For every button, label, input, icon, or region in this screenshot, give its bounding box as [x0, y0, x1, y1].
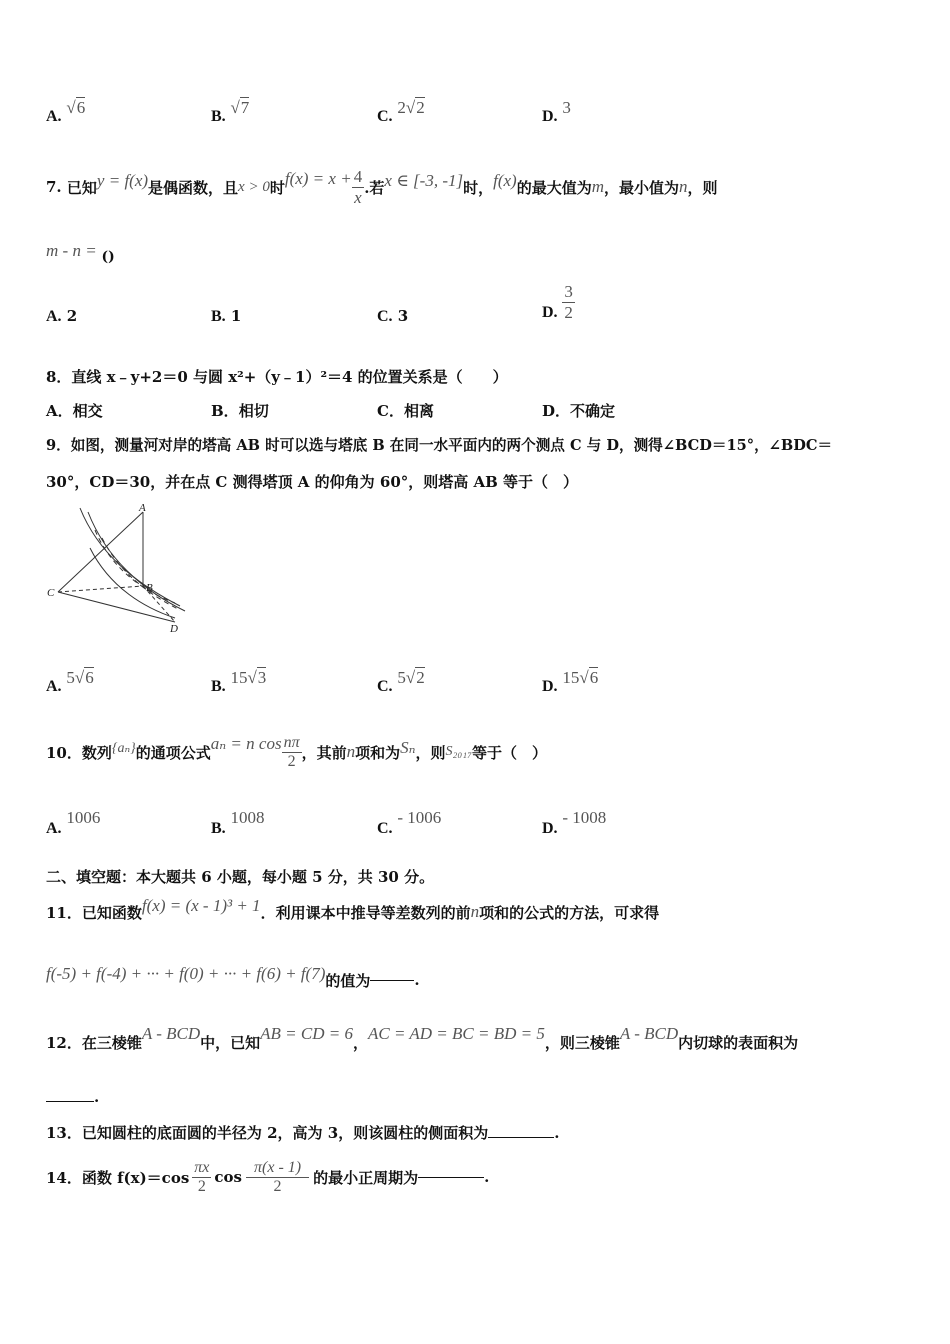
- q8-option-c: [377, 400, 434, 421]
- q7-option-b: [211, 307, 241, 326]
- text: 的通项公式: [135, 743, 211, 762]
- q9-option-b: [211, 668, 267, 696]
- label-c: C: [47, 587, 55, 599]
- math-expr: n: [470, 902, 480, 921]
- text: ，则: [415, 743, 446, 762]
- fraction: $\frac{\pi x}{2}$: [194, 1158, 210, 1195]
- text: 已知: [66, 178, 97, 197]
- math-expr: f(-5) + f(-4) + ··· + f(0) + ··· + f(6) + f(7): [46, 964, 326, 983]
- text: .: [414, 971, 420, 989]
- line-cb: [58, 586, 143, 592]
- answer-paren: (): [101, 249, 115, 265]
- option-letter: B.: [211, 678, 226, 695]
- q6-option-a: [46, 98, 86, 126]
- answer-blank[interactable]: [370, 980, 414, 981]
- option-value: 5√2: [397, 668, 425, 687]
- text: ．利用课本中推导等差数列的前: [260, 903, 471, 922]
- q7-option-d: [542, 282, 575, 323]
- math-expr: Sₙ: [400, 738, 416, 757]
- question-7-tail: [46, 241, 115, 265]
- option-value: 15√6: [562, 668, 599, 687]
- option-letter: A.: [46, 820, 62, 837]
- q10-option-d: [542, 808, 607, 838]
- question-9-line2: 30°，CD＝30，并在点 C 测得塔顶 A 的仰角为 60°，则塔高 AB 等于（ ）: [46, 473, 579, 491]
- math-expr: n: [346, 742, 356, 761]
- text: ，则三棱锥: [544, 1033, 620, 1052]
- question-7-stem: [46, 162, 718, 212]
- option-value: 15√3: [230, 668, 267, 687]
- math-expr: m: [591, 177, 605, 196]
- text: 是偶函数，且: [148, 178, 239, 197]
- label-b: B: [146, 582, 153, 594]
- text: cos: [214, 1168, 242, 1186]
- q6-option-c: [377, 98, 425, 126]
- text: ，其前: [301, 743, 347, 762]
- question-number: 11．: [46, 903, 82, 922]
- math-expr: y = f(x): [96, 171, 149, 190]
- text: 的最大值为: [516, 178, 592, 197]
- math-expr: f(x) = x +: [284, 169, 352, 188]
- math-expr: A - BCD: [141, 1024, 201, 1043]
- text: ，: [352, 1033, 368, 1052]
- text: 内切球的表面积为: [678, 1033, 799, 1052]
- option-value: √6: [66, 98, 86, 117]
- q9-option-d: [542, 668, 599, 696]
- q8-option-b: [211, 400, 269, 421]
- question-9-line1: 9．如图，测量河对岸的塔高 AB 时可以选与塔底 B 在同一水平面内的两个测点 C 与 D，测得∠BCD＝15°，∠BDC＝: [46, 437, 833, 454]
- math-expr: {aₙ}: [111, 740, 136, 756]
- q10-option-b: [211, 808, 265, 838]
- q10-option-a: [46, 808, 101, 838]
- option-letter: D.: [542, 108, 558, 125]
- math-expr: f(x): [493, 171, 517, 190]
- text: 时: [269, 178, 285, 197]
- option-letter: A.: [46, 678, 62, 695]
- option-letter: C．: [377, 402, 404, 420]
- option-letter: D．: [542, 402, 571, 420]
- text: 已知函数: [81, 903, 142, 922]
- option-letter: C.: [377, 108, 393, 125]
- text: 14．函数 f(x)＝cos: [46, 1168, 190, 1187]
- math-expr: S₂₀₁₇: [445, 744, 472, 759]
- question-number: 12．: [46, 1033, 82, 1052]
- option-letter: A.: [46, 308, 62, 325]
- q9-option-a: [46, 668, 94, 696]
- question-13-stem: [46, 1122, 559, 1143]
- text: 的值为: [325, 971, 371, 990]
- math-expr: aₙ = n cos: [210, 734, 282, 753]
- q8-option-d: [542, 400, 615, 421]
- option-letter: A.: [46, 108, 62, 125]
- option-value: 3: [397, 307, 409, 325]
- q9-option-c: [377, 668, 425, 696]
- math-expr: A - BCD: [619, 1024, 679, 1043]
- fraction: $\frac{n\pi}{2}$: [283, 733, 300, 770]
- answer-blank[interactable]: [488, 1137, 554, 1138]
- option-value: √7: [230, 98, 250, 117]
- answer-blank[interactable]: [46, 1101, 94, 1102]
- math-expr: x ∈ [-3, -1]: [384, 171, 464, 190]
- option-value: $\frac{3}{2}$: [564, 282, 573, 322]
- q6-option-d: [542, 98, 571, 126]
- option-letter: D.: [542, 304, 558, 321]
- question-8-stem: 8．直线 x﹣y+2＝0 与圆 x²+（y﹣1）²＝4 的位置关系是（ ）: [46, 368, 508, 386]
- math-expr: AB = CD = 6: [260, 1024, 353, 1043]
- text: 项和为: [355, 743, 401, 762]
- tower-diagram: [40, 498, 200, 640]
- option-letter: A．: [46, 402, 73, 420]
- math-expr: x > 0: [238, 178, 270, 195]
- option-value: 1006: [66, 808, 101, 827]
- option-value: 2: [66, 307, 78, 325]
- line-ca: [58, 512, 143, 592]
- text: 时，: [463, 178, 494, 197]
- option-value: 1008: [230, 808, 265, 827]
- text: 数列: [81, 743, 112, 762]
- option-value: 不确定: [570, 402, 616, 420]
- option-value: 5√6: [66, 668, 94, 687]
- text: .若: [364, 178, 385, 197]
- section-heading: 二、填空题：本大题共 6 小题，每小题 5 分，共 30 分。: [46, 868, 435, 886]
- question-12-tail: [46, 1088, 99, 1106]
- question-number: 10．: [46, 743, 82, 762]
- math-expr: f(x) = (x - 1)³ + 1: [141, 896, 261, 915]
- question-14-stem: [46, 1152, 489, 1202]
- question-number: 7.: [46, 178, 62, 196]
- option-value: 相离: [403, 402, 434, 420]
- text: .: [484, 1168, 490, 1186]
- label-d: D: [170, 623, 178, 635]
- option-value: - 1006: [397, 808, 442, 827]
- q10-option-c: [377, 808, 442, 838]
- q7-option-c: [377, 307, 408, 326]
- fraction: $\frac{4}{x}$: [353, 166, 363, 207]
- text: ，则: [687, 178, 718, 197]
- q6-option-b: [211, 98, 250, 126]
- option-letter: B.: [211, 820, 226, 837]
- option-value: 1: [230, 307, 242, 325]
- math-expr: AC = AD = BC = BD = 5: [368, 1024, 545, 1043]
- option-letter: C.: [377, 678, 393, 695]
- text: 的最小正周期为: [313, 1168, 419, 1187]
- question-12-stem: [46, 1022, 798, 1062]
- option-letter: C.: [377, 820, 393, 837]
- text: 13．已知圆柱的底面圆的半径为 2，高为 3，则该圆柱的侧面积为: [46, 1124, 489, 1142]
- text: 在三棱锥: [81, 1033, 142, 1052]
- option-value: 3: [562, 98, 571, 117]
- answer-blank[interactable]: [418, 1177, 484, 1178]
- q7-option-a: [46, 307, 77, 326]
- option-letter: B.: [211, 308, 226, 325]
- math-expr: m - n =: [46, 241, 97, 260]
- option-letter: B.: [211, 108, 226, 125]
- text: .: [94, 1088, 100, 1106]
- text: 中，已知: [200, 1033, 261, 1052]
- question-10-stem: [46, 725, 547, 779]
- option-letter: D.: [542, 820, 558, 837]
- text: 项和的公式的方法，可求得: [479, 903, 660, 922]
- q8-option-a: [46, 400, 103, 421]
- option-letter: B．: [211, 402, 239, 420]
- text: ，最小值为: [604, 178, 680, 197]
- line-cd: [58, 592, 175, 622]
- river-dash-1: [95, 530, 175, 603]
- text: .: [554, 1124, 560, 1142]
- text: 等于（ ）: [471, 743, 547, 762]
- option-value: 相交: [72, 402, 103, 420]
- label-a: A: [139, 502, 146, 514]
- riverbank-2: [88, 512, 185, 611]
- option-letter: C.: [377, 308, 393, 325]
- fraction: $\frac{\pi(x - 1)}{2}$: [246, 1159, 309, 1196]
- option-value: 相切: [238, 402, 269, 420]
- question-11-stem: [46, 892, 659, 932]
- option-letter: D.: [542, 678, 558, 695]
- option-value: 2√2: [397, 98, 425, 117]
- question-11-tail: [46, 962, 420, 998]
- option-value: - 1008: [562, 808, 607, 827]
- math-expr: n: [679, 177, 688, 196]
